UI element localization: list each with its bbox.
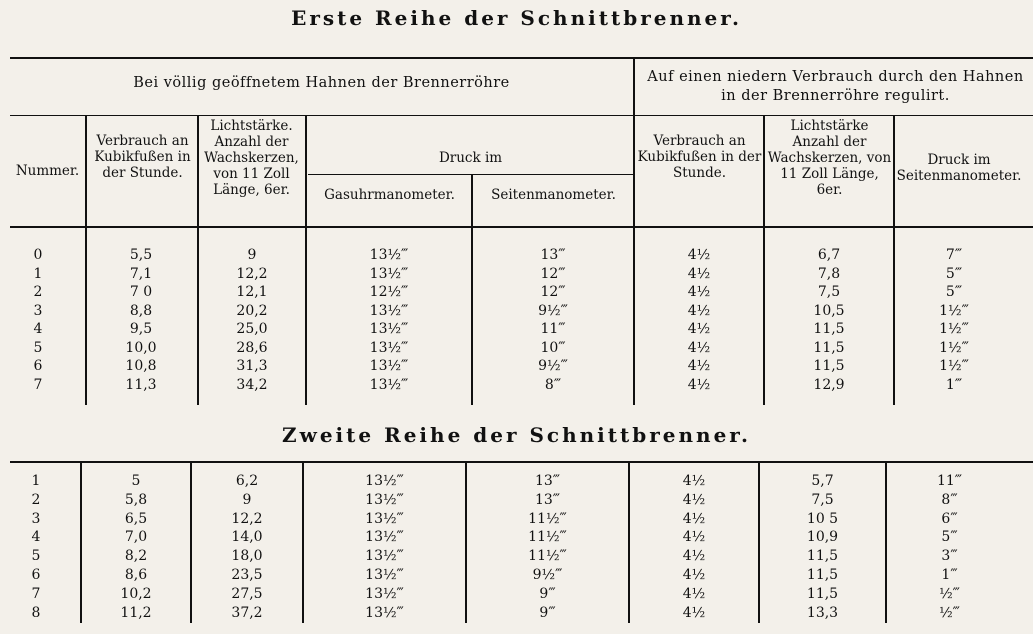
- table-cell: 5: [33, 339, 43, 356]
- table-cell: 8: [31, 604, 41, 621]
- table-cell: 7: [31, 585, 41, 602]
- table-cell: 0: [33, 247, 43, 263]
- header-verbrauch: Verbrauch an Kubikfußen in der Stunde.: [94, 133, 191, 181]
- header-lichtstaerke: Lichtstärke. Anzahl der Wachskerzen, von 11 Zoll Länge, 6er.: [204, 118, 299, 198]
- table-cell: 4½: [682, 510, 706, 527]
- table-cell: 11,5: [813, 358, 845, 374]
- table-cell: 11‴: [540, 321, 566, 337]
- t1-col-seiten: [473, 246, 633, 394]
- table-cell: 4½: [687, 376, 711, 393]
- table-cell: 13½‴: [365, 491, 404, 508]
- table-cell: 11,5: [806, 566, 839, 583]
- header-nummer: Nummer.: [15, 163, 80, 179]
- table-cell: 5‴: [941, 529, 958, 546]
- table-cell: 9‴: [539, 604, 556, 621]
- rule-table2-top: [10, 461, 1033, 463]
- table-cell: 1½‴: [939, 358, 969, 374]
- table-cell: 9½‴: [538, 302, 568, 319]
- rule-header-bottom: [10, 226, 1033, 228]
- group-header-left: Bei völlig geöffnetem Hahnen der Brennerröhre: [133, 75, 510, 91]
- table-cell: 37,2: [231, 604, 263, 621]
- table-cell: 5: [131, 473, 141, 489]
- table-cell: 23,5: [231, 566, 263, 583]
- table-cell: 11,5: [806, 548, 839, 565]
- table-cell: 5: [31, 548, 41, 565]
- table-cell: 10,5: [813, 302, 845, 319]
- table-cell: 7,1: [129, 265, 153, 282]
- t1-col-licht: [199, 246, 305, 394]
- table-cell: ½‴: [939, 585, 960, 602]
- table-cell: 1: [31, 473, 41, 489]
- t2-col-verbrauch-right: [630, 472, 758, 622]
- table-cell: 11,5: [813, 321, 845, 337]
- table-cell: 3‴: [941, 548, 958, 565]
- t2-col-verbrauch: [82, 472, 190, 622]
- table-cell: 10 5: [806, 510, 839, 527]
- table-cell: 4½: [682, 491, 706, 508]
- table-cell: 4½: [687, 339, 711, 356]
- table-cell: 13½‴: [369, 339, 409, 356]
- table-cell: 7,5: [817, 284, 841, 300]
- header-druck-im: Druck im: [438, 150, 503, 166]
- table-cell: 13½‴: [365, 566, 404, 583]
- table-cell: 5,8: [124, 491, 148, 508]
- table-cell: 4½: [682, 548, 706, 565]
- header-gasuhrmanometer: Gasuhrmanometer.: [324, 187, 455, 203]
- t1-col-gasuhr: [307, 246, 471, 394]
- table-cell: 9: [247, 247, 257, 263]
- table-cell: 8,8: [129, 302, 153, 319]
- table-cell: 13½‴: [369, 302, 409, 319]
- table-cell: 4½: [687, 247, 711, 263]
- table-cell: 12‴: [540, 284, 566, 300]
- t2-col-licht-right: [760, 472, 885, 622]
- table-cell: 6,7: [817, 247, 841, 263]
- table-cell: 8,2: [124, 548, 148, 565]
- t2-col-nummer: [10, 472, 62, 622]
- table-cell: 4½: [687, 265, 711, 282]
- table-cell: 13½‴: [369, 247, 409, 263]
- table-cell: 6,2: [235, 473, 259, 489]
- table-cell: 4½: [682, 585, 706, 602]
- table-cell: 13½‴: [369, 358, 409, 374]
- table-cell: 8,6: [124, 566, 148, 583]
- t1-col-verbrauch: [86, 246, 196, 394]
- table-cell: 3: [33, 302, 43, 319]
- table-cell: 9,5: [129, 321, 153, 337]
- table-cell: 5‴: [945, 265, 963, 282]
- table-cell: 13½‴: [369, 265, 409, 282]
- table-cell: 11,3: [125, 376, 157, 393]
- table-cell: 6‴: [941, 510, 958, 527]
- table-cell: 8‴: [941, 491, 958, 508]
- table-cell: 11,5: [806, 585, 839, 602]
- table-cell: 11½‴: [528, 548, 567, 565]
- table-cell: 2: [33, 284, 43, 300]
- table-cell: 11½‴: [528, 510, 567, 527]
- header-druck-right: Druck im Seitenmanometer.: [896, 152, 1022, 184]
- table-cell: 4½: [682, 529, 706, 546]
- table-cell: 13½‴: [369, 376, 409, 393]
- table-cell: 11‴: [936, 473, 963, 489]
- table-cell: 6: [31, 566, 41, 583]
- table-title-first-series: Erste Reihe der Schnittbrenner.: [291, 6, 742, 30]
- table-cell: 10,9: [806, 529, 839, 546]
- table-cell: 8‴: [544, 376, 562, 393]
- t1-col-druck-right: [895, 246, 1013, 394]
- table-cell: 13‴: [540, 247, 566, 263]
- table-cell: 4½: [687, 284, 711, 300]
- table-cell: 1½‴: [939, 339, 969, 356]
- table-cell: 7,0: [124, 529, 148, 546]
- table-cell: 4½: [687, 321, 711, 337]
- table-cell: 6,5: [124, 510, 148, 527]
- table-cell: 34,2: [236, 376, 268, 393]
- table-cell: 12,2: [236, 265, 268, 282]
- table-cell: 7,8: [817, 265, 841, 282]
- table-cell: 9½‴: [532, 566, 563, 583]
- table-cell: 12,1: [236, 284, 268, 300]
- table-cell: 12½‴: [369, 284, 409, 300]
- table-cell: 27,5: [231, 585, 263, 602]
- table-cell: 9: [242, 491, 252, 508]
- table-cell: 14,0: [231, 529, 263, 546]
- rule-group: [10, 115, 1033, 116]
- table-cell: 13½‴: [365, 604, 404, 621]
- header-verbrauch-right: Verbrauch an Kubikfußen in der Stunde.: [637, 133, 762, 181]
- table-cell: 13½‴: [365, 585, 404, 602]
- table-cell: 1½‴: [939, 321, 969, 337]
- table-cell: 5,5: [129, 247, 153, 263]
- table-cell: 13½‴: [365, 473, 404, 489]
- t2-col-licht: [192, 472, 302, 622]
- header-lichtstaerke-right: Lichtstärke Anzahl der Wachskerzen, von 11 Zoll Länge, 6er.: [767, 118, 892, 198]
- table-cell: 4: [31, 529, 41, 546]
- table-cell: 9½‴: [538, 358, 568, 374]
- table-cell: 13½‴: [365, 529, 404, 546]
- table-cell: 4½: [687, 302, 711, 319]
- table-cell: 1: [33, 265, 43, 282]
- t2-col-gasuhr: [304, 472, 465, 622]
- rule-top: [10, 57, 1033, 59]
- table-cell: 12‴: [540, 265, 566, 282]
- table-cell: 7‴: [945, 247, 963, 263]
- table-cell: 12,2: [231, 510, 263, 527]
- table-cell: 7,5: [811, 491, 834, 508]
- table-cell: 31,3: [236, 358, 268, 374]
- table-cell: 28,6: [236, 339, 268, 356]
- t2-col-seiten: [467, 472, 628, 622]
- table-cell: 11,2: [120, 604, 152, 621]
- table-cell: 13‴: [534, 491, 561, 508]
- table-cell: 4½: [687, 358, 711, 374]
- table-cell: 7 0: [129, 284, 153, 300]
- table-cell: ½‴: [939, 604, 960, 621]
- table-cell: 1½‴: [939, 302, 969, 319]
- table-cell: 13,3: [806, 604, 839, 621]
- header-seitenmanometer: Seitenmanometer.: [491, 187, 616, 203]
- table-cell: 5‴: [945, 284, 963, 300]
- table-cell: 4: [33, 321, 43, 337]
- table-cell: 3: [31, 510, 41, 527]
- table-cell: 10‴: [540, 339, 566, 356]
- table-cell: 1‴: [941, 566, 958, 583]
- table-cell: 6: [33, 358, 43, 374]
- table-cell: 7: [33, 376, 43, 393]
- t1-col-nummer: [10, 246, 66, 394]
- table-cell: 4½: [682, 473, 706, 489]
- table-cell: 10,2: [120, 585, 152, 602]
- table-cell: 9‴: [539, 585, 556, 602]
- table-cell: 13½‴: [369, 321, 409, 337]
- table-cell: 1‴: [945, 376, 963, 393]
- group-header-right: Auf einen niedern Verbrauch durch den Hahnen in der Brennerröhre regulirt.: [647, 69, 1024, 104]
- table-cell: 5,7: [811, 473, 834, 489]
- table-cell: 10,0: [125, 339, 157, 356]
- table-cell: 11½‴: [528, 529, 567, 546]
- table-cell: 20,2: [236, 302, 268, 319]
- t2-col-druck-right: [887, 472, 1012, 622]
- table-cell: 4½: [682, 566, 706, 583]
- table-cell: 12,9: [813, 376, 845, 393]
- table-cell: 2: [31, 491, 41, 508]
- table-cell: 10,8: [125, 358, 157, 374]
- table-cell: 11,5: [813, 339, 845, 356]
- t1-col-licht-right: [765, 246, 893, 394]
- t1-col-verbrauch-right: [635, 246, 763, 394]
- table-title-second-series: Zweite Reihe der Schnittbrenner.: [282, 423, 751, 447]
- table-cell: 13½‴: [365, 548, 404, 565]
- table-cell: 13½‴: [365, 510, 404, 527]
- table-cell: 18,0: [231, 548, 263, 565]
- table-cell: 4½: [682, 604, 706, 621]
- table-cell: 13‴: [534, 473, 561, 489]
- table-cell: 25,0: [236, 321, 268, 337]
